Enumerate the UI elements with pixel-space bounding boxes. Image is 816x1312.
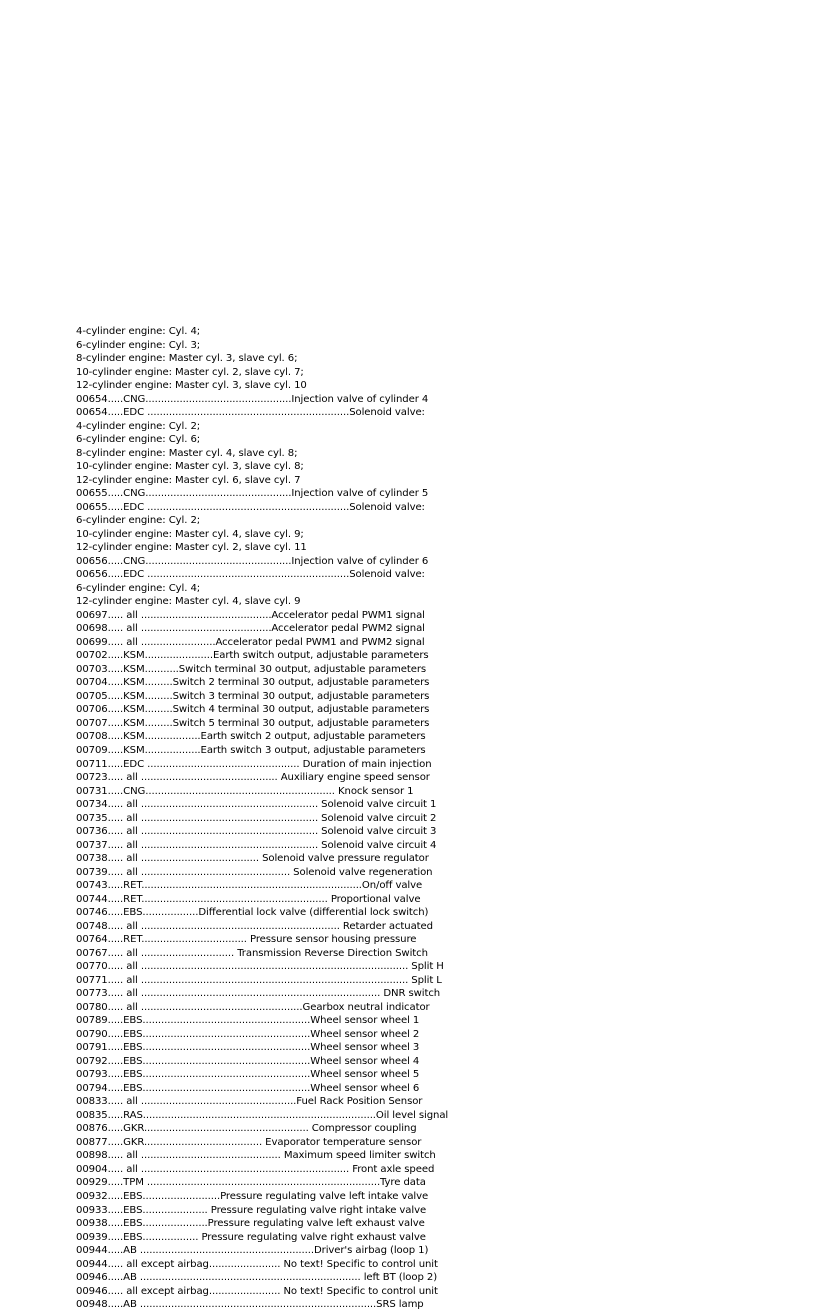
text-line: 00656.....EDC .................................................................Solenoid valve: xyxy=(76,569,425,581)
text-line: 00770..... all ...................................................................................... Split H xyxy=(76,961,444,973)
text-line: 00704.....KSM.........Switch 2 terminal 30 output, adjustable parameters xyxy=(76,677,430,689)
text-line: 00944.....AB ........................................................Driver's airbag (loop 1) xyxy=(76,1245,429,1257)
text-line: 00898..... all ............................................. Maximum speed limiter switch xyxy=(76,1150,436,1162)
document-page xyxy=(76,325,466,1312)
text-line: 00944..... all except airbag....................... No text! Specific to control unit xyxy=(76,1258,438,1270)
text-line: 00773..... all ............................................................................. DNR switch xyxy=(76,988,441,1000)
text-line: 00933.....EBS..................... Pressure regulating valve right intake valve xyxy=(76,1204,427,1216)
text-line: 00709.....KSM..................Earth switch 3 output, adjustable parameters xyxy=(76,744,426,756)
text-line: 00833..... all ..................................................Fuel Rack Position Sensor xyxy=(76,1096,423,1108)
text-line: 10-cylinder engine: Master cyl. 2, slave cyl. 7; xyxy=(76,366,304,378)
text-line: 8-cylinder engine: Master cyl. 3, slave cyl. 6; xyxy=(76,353,298,365)
text-line: 00792.....EBS......................................................Wheel sensor wheel 4 xyxy=(76,1055,420,1067)
text-line: 00655.....EDC .................................................................Solenoid valve: xyxy=(76,501,425,513)
text-line: 00876.....GKR..................................................... Compressor coupling xyxy=(76,1123,417,1135)
text-line: 00794.....EBS......................................................Wheel sensor wheel 6 xyxy=(76,1082,420,1094)
text-line: 00698..... all ..........................................Accelerator pedal PWM2 signal xyxy=(76,623,425,635)
text-line: 00946.....AB ....................................................................... left BT (loop 2) xyxy=(76,1272,438,1284)
text-line: 00789.....EBS......................................................Wheel sensor wheel 1 xyxy=(76,1015,420,1027)
text-line: 00743.....RET.......................................................................On/off valve xyxy=(76,880,423,892)
text-line: 00939.....EBS.................. Pressure regulating valve right exhaust valve xyxy=(76,1231,426,1243)
text-line: 00793.....EBS......................................................Wheel sensor wheel 5 xyxy=(76,1069,420,1081)
text-line: 00734..... all ......................................................... Solenoid valve circuit 1 xyxy=(76,799,437,811)
text-line: 12-cylinder engine: Master cyl. 2, slave cyl. 11 xyxy=(76,542,307,554)
text-line: 00731.....CNG............................................................. Knock sensor 1 xyxy=(76,785,414,797)
text-line: 00654.....CNG...............................................Injection valve of cylinder 4 xyxy=(76,393,429,405)
text-line: 00711.....EDC ................................................. Duration of main injection xyxy=(76,758,432,770)
text-line: 00948.....AB ............................................................................SRS lamp xyxy=(76,1299,424,1311)
text-line: 00707.....KSM.........Switch 5 terminal 30 output, adjustable parameters xyxy=(76,717,430,729)
text-line: 00746.....EBS..................Differential lock valve (differential lock switch) xyxy=(76,907,429,919)
text-line: 00739..... all ................................................ Solenoid valve regeneration xyxy=(76,866,433,878)
text-line: 00764.....RET.................................. Pressure sensor housing pressure xyxy=(76,934,417,946)
text-line: 00737..... all ......................................................... Solenoid valve circuit 4 xyxy=(76,839,437,851)
text-line: 6-cylinder engine: Cyl. 2; xyxy=(76,515,201,527)
text-line: 10-cylinder engine: Master cyl. 3, slave cyl. 8; xyxy=(76,461,304,473)
text-line: 6-cylinder engine: Cyl. 3; xyxy=(76,339,201,351)
text-line: 12-cylinder engine: Master cyl. 4, slave cyl. 9 xyxy=(76,596,301,608)
text-line: 00748..... all ................................................................ Retarder actuated xyxy=(76,920,433,932)
text-line: 00791.....EBS......................................................Wheel sensor wheel 3 xyxy=(76,1042,420,1054)
text-line: 00699..... all ........................Accelerator pedal PWM1 and PWM2 signal xyxy=(76,636,425,648)
text-line: 12-cylinder engine: Master cyl. 6, slave cyl. 7 xyxy=(76,474,301,486)
text-line: 00697..... all ..........................................Accelerator pedal PWM1 signal xyxy=(76,609,425,621)
text-line: 6-cylinder engine: Cyl. 6; xyxy=(76,434,201,446)
text-line: 00723..... all ............................................ Auxiliary engine speed sensor xyxy=(76,772,430,784)
text-line: 00738..... all ...................................... Solenoid valve pressure regulator xyxy=(76,853,429,865)
text-line: 00790.....EBS......................................................Wheel sensor wheel 2 xyxy=(76,1028,420,1040)
text-line: 12-cylinder engine: Master cyl. 3, slave cyl. 10 xyxy=(76,380,307,392)
text-line: 00706.....KSM.........Switch 4 terminal 30 output, adjustable parameters xyxy=(76,704,430,716)
text-line: 00708.....KSM..................Earth switch 2 output, adjustable parameters xyxy=(76,731,426,743)
text-line: 10-cylinder engine: Master cyl. 4, slave cyl. 9; xyxy=(76,528,304,540)
text-line: 00835.....RAS...........................................................................Oil level signal xyxy=(76,1109,449,1121)
text-line: 00655.....CNG...............................................Injection valve of cylinder 5 xyxy=(76,488,429,500)
text-line: 00703.....KSM...........Switch terminal 30 output, adjustable parameters xyxy=(76,663,427,675)
text-line: 00938.....EBS.....................Pressure regulating valve left exhaust valve xyxy=(76,1218,425,1230)
text-line: 00735..... all ......................................................... Solenoid valve circuit 2 xyxy=(76,812,437,824)
text-line: 00736..... all ......................................................... Solenoid valve circuit 3 xyxy=(76,826,437,838)
text-line: 00932.....EBS.........................Pressure regulating valve left intake valve xyxy=(76,1191,429,1202)
text-line: 00702.....KSM......................Earth switch output, adjustable parameters xyxy=(76,650,429,662)
text-line: 00656.....CNG...............................................Injection valve of cylinder 6 xyxy=(76,555,429,567)
text-line: 00877.....GKR...................................... Evaporator temperature sensor xyxy=(76,1136,422,1148)
text-line: 6-cylinder engine: Cyl. 4; xyxy=(76,582,201,594)
text-line: 4-cylinder engine: Cyl. 4; xyxy=(76,326,201,337)
text-line: 00771..... all ...................................................................................... Split L xyxy=(76,974,442,986)
text-line: 8-cylinder engine: Master cyl. 4, slave cyl. 8; xyxy=(76,447,298,459)
text-line: 00744.....RET............................................................ Proportional valve xyxy=(76,893,421,905)
text-line: 00705.....KSM.........Switch 3 terminal 30 output, adjustable parameters xyxy=(76,690,430,702)
text-line: 00654.....EDC .................................................................Solenoid valve: xyxy=(76,407,425,419)
text-line: 00767..... all .............................. Transmission Reverse Direction Switch xyxy=(76,947,428,959)
text-line: 00929.....TPM ...........................................................................Tyre data xyxy=(76,1177,426,1189)
text-line: 00946..... all except airbag....................... No text! Specific to control unit xyxy=(76,1285,438,1297)
text-line: 00904..... all ................................................................... Front axle speed xyxy=(76,1163,435,1175)
text-line: 00780..... all ....................................................Gearbox neutral indicator xyxy=(76,1001,430,1013)
text-line: 4-cylinder engine: Cyl. 2; xyxy=(76,420,201,432)
